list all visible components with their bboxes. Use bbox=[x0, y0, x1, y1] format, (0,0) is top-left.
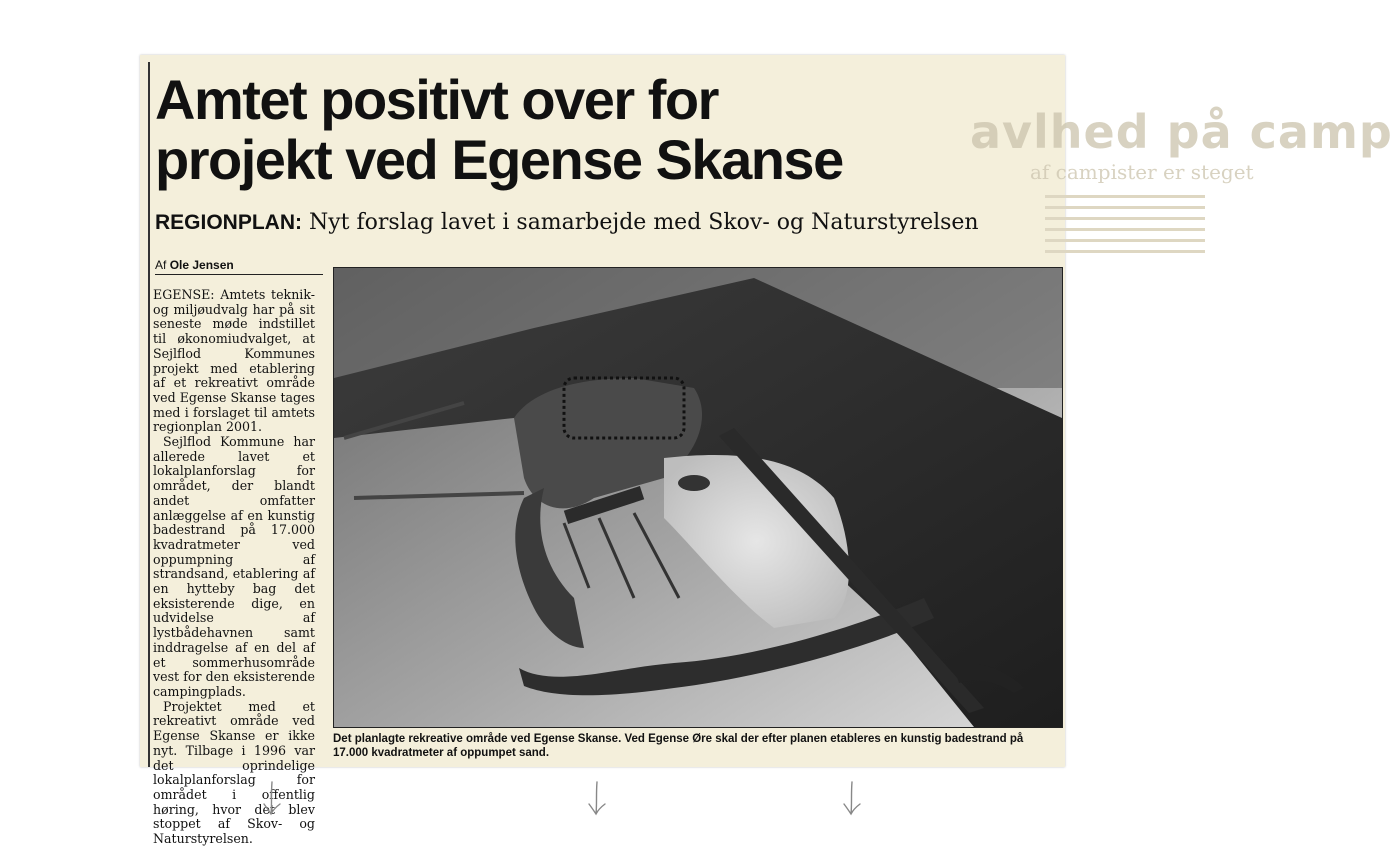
byline bbox=[155, 258, 323, 275]
subheading-kicker: REGIONPLAN: bbox=[155, 211, 302, 234]
down-arrow-icon bbox=[585, 780, 609, 818]
subheading-text: Nyt forslag lavet i samarbejde med Skov- og Naturstyrelsen bbox=[309, 210, 979, 235]
byline-author: Ole Jensen bbox=[169, 258, 234, 272]
background-article-subheading: af campister er steget bbox=[1030, 160, 1254, 184]
article-subheading bbox=[155, 210, 979, 235]
article-paragraph-3: Projektet med et rekreativt område ved Egense Skanse er ikke nyt. Tilbage i 1996 var det oprindelige lokalplanforslag for området i offentlig høring, hvor det blev stoppet af Skov- og Naturstyrelsen. bbox=[153, 698, 315, 847]
down-arrow-icon bbox=[840, 780, 864, 818]
article-headline: Amtet positivt over for projekt ved Egense Skanse bbox=[155, 68, 843, 191]
background-article-headline: avlhed på camp bbox=[970, 105, 1393, 159]
article-body bbox=[153, 288, 315, 847]
harbour-model-illustration bbox=[334, 268, 1062, 727]
down-arrow-icon bbox=[260, 780, 284, 818]
background-article-text-lines bbox=[1045, 195, 1205, 261]
photo-caption: Det planlagte rekreative område ved Egense Skanse. Ved Egense Øre skal der efter planen etableres en kunstig badestrand på 17.000 kvadratmeter af oppumpet sand. bbox=[333, 733, 1024, 759]
article-paragraph-2: Sejlflod Kommune har allerede lavet et lokalplanforslag for området, der blandt andet omfatter anlæggelse af en kunstig badestrand på 17.000 kvadratmeter ved oppumpning af strandsand, etablering af en hytteby bag det eksisterende dige, en udvidelse af lystbådehavnen samt inddragelse af en del af et sommerhusområde vest for den eksisterende campingplads. bbox=[153, 434, 315, 699]
article-photo bbox=[333, 267, 1063, 728]
article-paragraph-1: EGENSE: Amtets teknik- og miljøudvalg har på sit seneste møde indstillet til økonomiudvalget, at Sejlflod Kommunes projekt med etablering af et rekreativt område ved Egense Skanse tages med i forslaget til amtets regionplan 2001. bbox=[153, 287, 315, 435]
byline-prefix: Af bbox=[155, 258, 167, 272]
column-rule bbox=[148, 62, 150, 767]
